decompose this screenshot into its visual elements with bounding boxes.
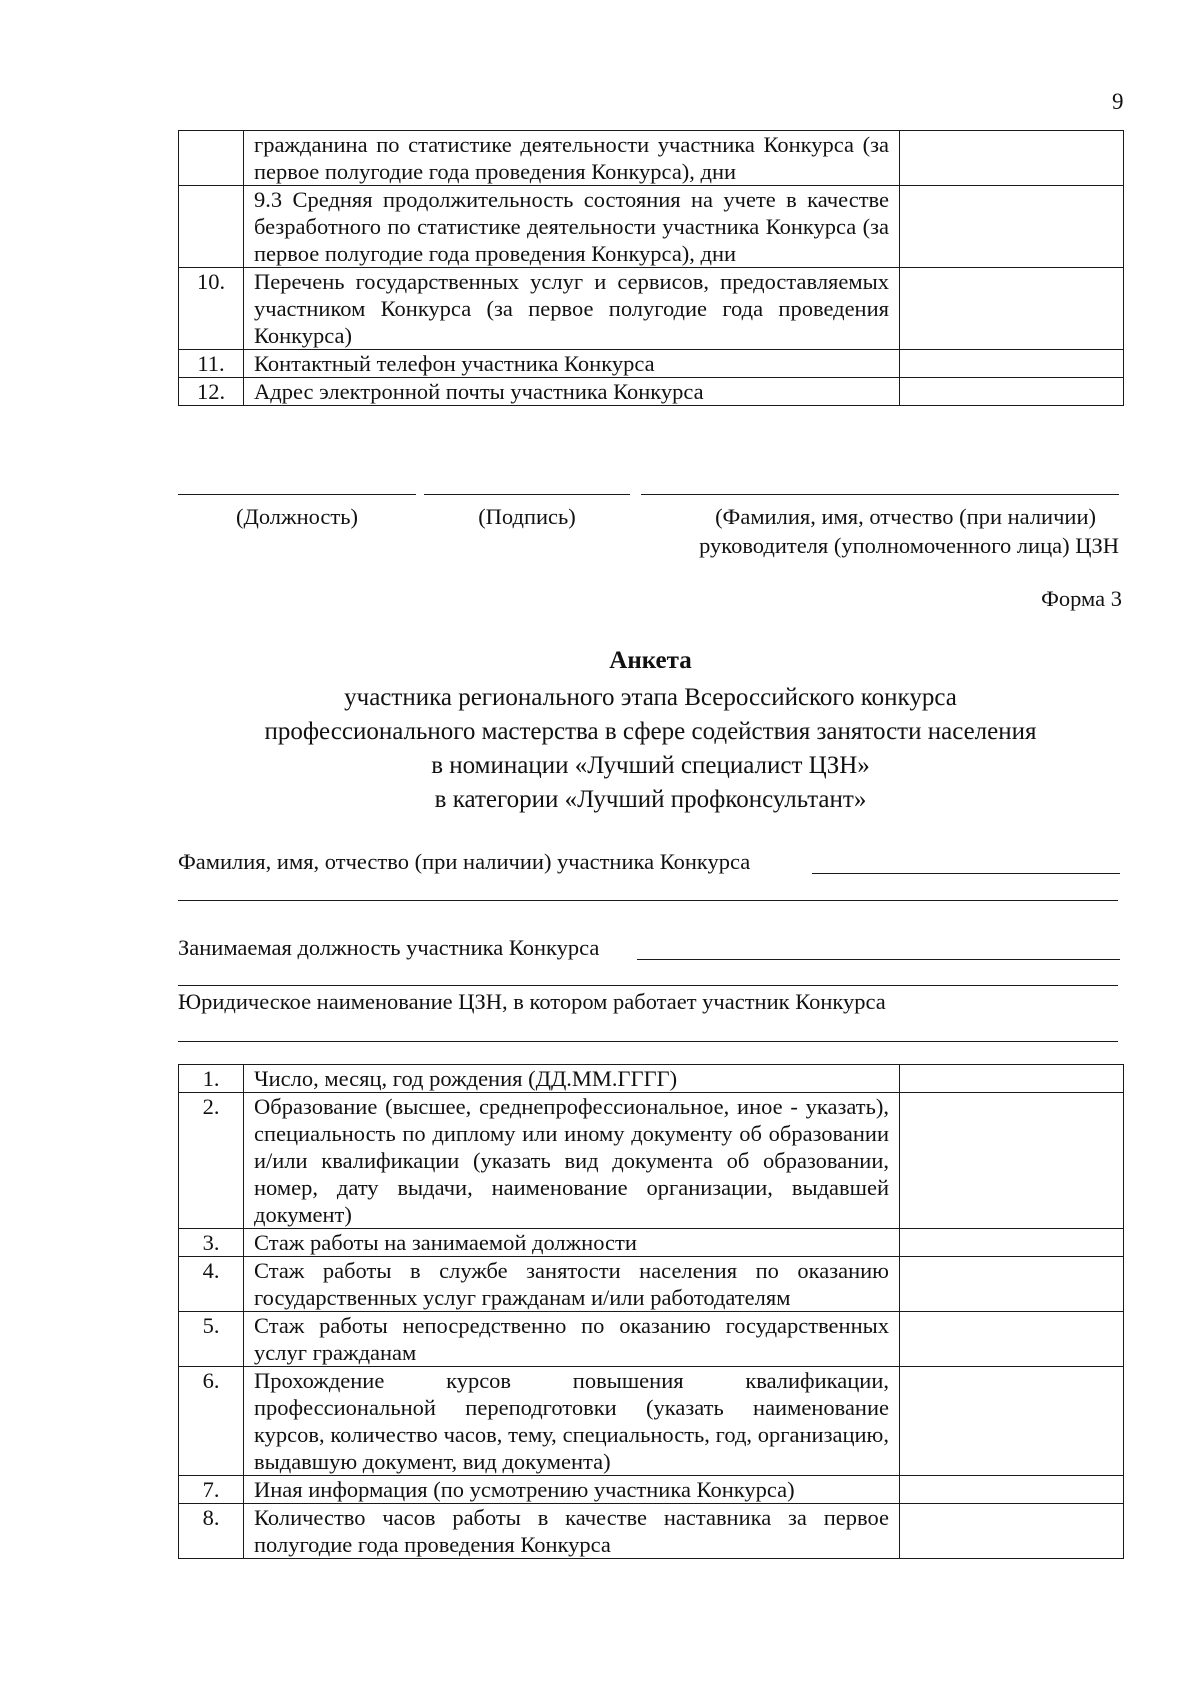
table-row bbox=[179, 1257, 1124, 1312]
position-field-label: Занимаемая должность участника Конкурса bbox=[178, 935, 600, 960]
row-value-cell[interactable] bbox=[900, 350, 1124, 378]
position-caption: (Должность) bbox=[236, 504, 358, 529]
row-number: 4. bbox=[179, 1257, 244, 1312]
anketa-subtitle-line: участника регионального этапа Всероссийского конкурса bbox=[344, 684, 957, 711]
row-text: Стаж работы на занимаемой должности bbox=[244, 1229, 900, 1257]
table-row bbox=[179, 1093, 1124, 1229]
row-number bbox=[179, 186, 244, 268]
row-value-cell[interactable] bbox=[900, 1504, 1124, 1559]
row-number: 7. bbox=[179, 1476, 244, 1504]
row-text: Прохождение курсов повышения квалификации, профессиональной переподготовки (указать наименование курсов, количество часов, тему, специальность, год, организацию, выдавшую документ, вид документа) bbox=[244, 1367, 900, 1476]
row-number: 8. bbox=[179, 1504, 244, 1559]
table-row bbox=[179, 1367, 1124, 1476]
row-text: Контактный телефон участника Конкурса bbox=[244, 350, 900, 378]
row-number: 3. bbox=[179, 1229, 244, 1257]
table-row bbox=[179, 1312, 1124, 1367]
anketa-subtitle-line: в номинации «Лучший специалист ЦЗН» bbox=[431, 752, 870, 779]
table-continuation bbox=[178, 130, 1124, 406]
name-caption-line2: руководителя (уполномоченного лица) ЦЗН bbox=[699, 533, 1119, 558]
row-text: Стаж работы непосредственно по оказанию государственных услуг гражданам bbox=[244, 1312, 900, 1367]
table-row bbox=[179, 186, 1124, 268]
row-number: 5. bbox=[179, 1312, 244, 1367]
anketa-subtitle-line: в категории «Лучший профконсультант» bbox=[434, 786, 867, 813]
row-text: 9.3 Средняя продолжительность состояния на учете в качестве безработного по статистике деятельности участника Конкурса (за первое полугодие года проведения Конкурса), дни bbox=[244, 186, 900, 268]
row-number: 11. bbox=[179, 350, 244, 378]
row-value-cell[interactable] bbox=[900, 1312, 1124, 1367]
signature-caption: (Подпись) bbox=[478, 504, 576, 529]
table-row bbox=[179, 378, 1124, 406]
fio-label: Фамилия, имя, отчество (при наличии) участника Конкурса bbox=[178, 849, 751, 874]
row-value-cell[interactable] bbox=[900, 268, 1124, 350]
row-number: 1. bbox=[179, 1065, 244, 1093]
czn-field-label: Юридическое наименование ЦЗН, в котором работает участник Конкурса bbox=[178, 989, 886, 1014]
row-value-cell[interactable] bbox=[900, 1229, 1124, 1257]
form-label: Форма 3 bbox=[1041, 586, 1122, 611]
row-number: 2. bbox=[179, 1093, 244, 1229]
anketa-subtitle-line: профессионального мастерства в сфере содействия занятости населения bbox=[264, 718, 1037, 745]
anketa-table bbox=[178, 1064, 1124, 1559]
row-text: Стаж работы в службе занятости населения по оказанию государственных услуг гражданам и/или работодателям bbox=[244, 1257, 900, 1312]
row-number: 12. bbox=[179, 378, 244, 406]
name-caption-line1: (Фамилия, имя, отчество (при наличии) bbox=[715, 504, 1096, 529]
row-value-cell[interactable] bbox=[900, 1257, 1124, 1312]
czn-input-line[interactable] bbox=[178, 1041, 1118, 1042]
row-number: 10. bbox=[179, 268, 244, 350]
position-input-line-2[interactable] bbox=[178, 985, 1118, 986]
page-number: 9 bbox=[1112, 89, 1124, 114]
table-row bbox=[179, 350, 1124, 378]
table-row bbox=[179, 131, 1124, 186]
row-text: гражданина по статистике деятельности участника Конкурса (за первое полугодие года проведения Конкурса), дни bbox=[244, 131, 900, 186]
row-text: Иная информация (по усмотрению участника Конкурса) bbox=[244, 1476, 900, 1504]
name-signature-line[interactable] bbox=[641, 494, 1119, 495]
signature-line[interactable] bbox=[424, 494, 630, 495]
table-row bbox=[179, 1229, 1124, 1257]
row-number: 6. bbox=[179, 1367, 244, 1476]
row-number bbox=[179, 131, 244, 186]
row-text: Количество часов работы в качестве наставника за первое полугодие года проведения Конкурса bbox=[244, 1504, 900, 1559]
fio-input-line-2[interactable] bbox=[178, 900, 1118, 901]
row-value-cell[interactable] bbox=[900, 131, 1124, 186]
position-input-line[interactable] bbox=[637, 959, 1120, 960]
row-text: Образование (высшее, среднепрофессиональное, иное - указать), специальность по диплому или иному документу об образовании и/или квалификации (указать вид документа об образовании, номер, дату выдачи, наименование организации, выдавшей документ) bbox=[244, 1093, 900, 1229]
row-value-cell[interactable] bbox=[900, 1367, 1124, 1476]
table-row bbox=[179, 268, 1124, 350]
row-value-cell[interactable] bbox=[900, 1476, 1124, 1504]
row-value-cell[interactable] bbox=[900, 1065, 1124, 1093]
row-value-cell[interactable] bbox=[900, 378, 1124, 406]
table-row bbox=[179, 1504, 1124, 1559]
row-text: Адрес электронной почты участника Конкурса bbox=[244, 378, 900, 406]
fio-input-line[interactable] bbox=[812, 873, 1120, 874]
row-text: Перечень государственных услуг и сервисов, предоставляемых участником Конкурса (за первое полугодие года проведения Конкурса) bbox=[244, 268, 900, 350]
table-row bbox=[179, 1065, 1124, 1093]
row-value-cell[interactable] bbox=[900, 1093, 1124, 1229]
table-row bbox=[179, 1476, 1124, 1504]
position-signature-line[interactable] bbox=[178, 494, 416, 495]
row-text: Число, месяц, год рождения (ДД.ММ.ГГГГ) bbox=[244, 1065, 900, 1093]
row-value-cell[interactable] bbox=[900, 186, 1124, 268]
anketa-title: Анкета bbox=[609, 647, 692, 674]
